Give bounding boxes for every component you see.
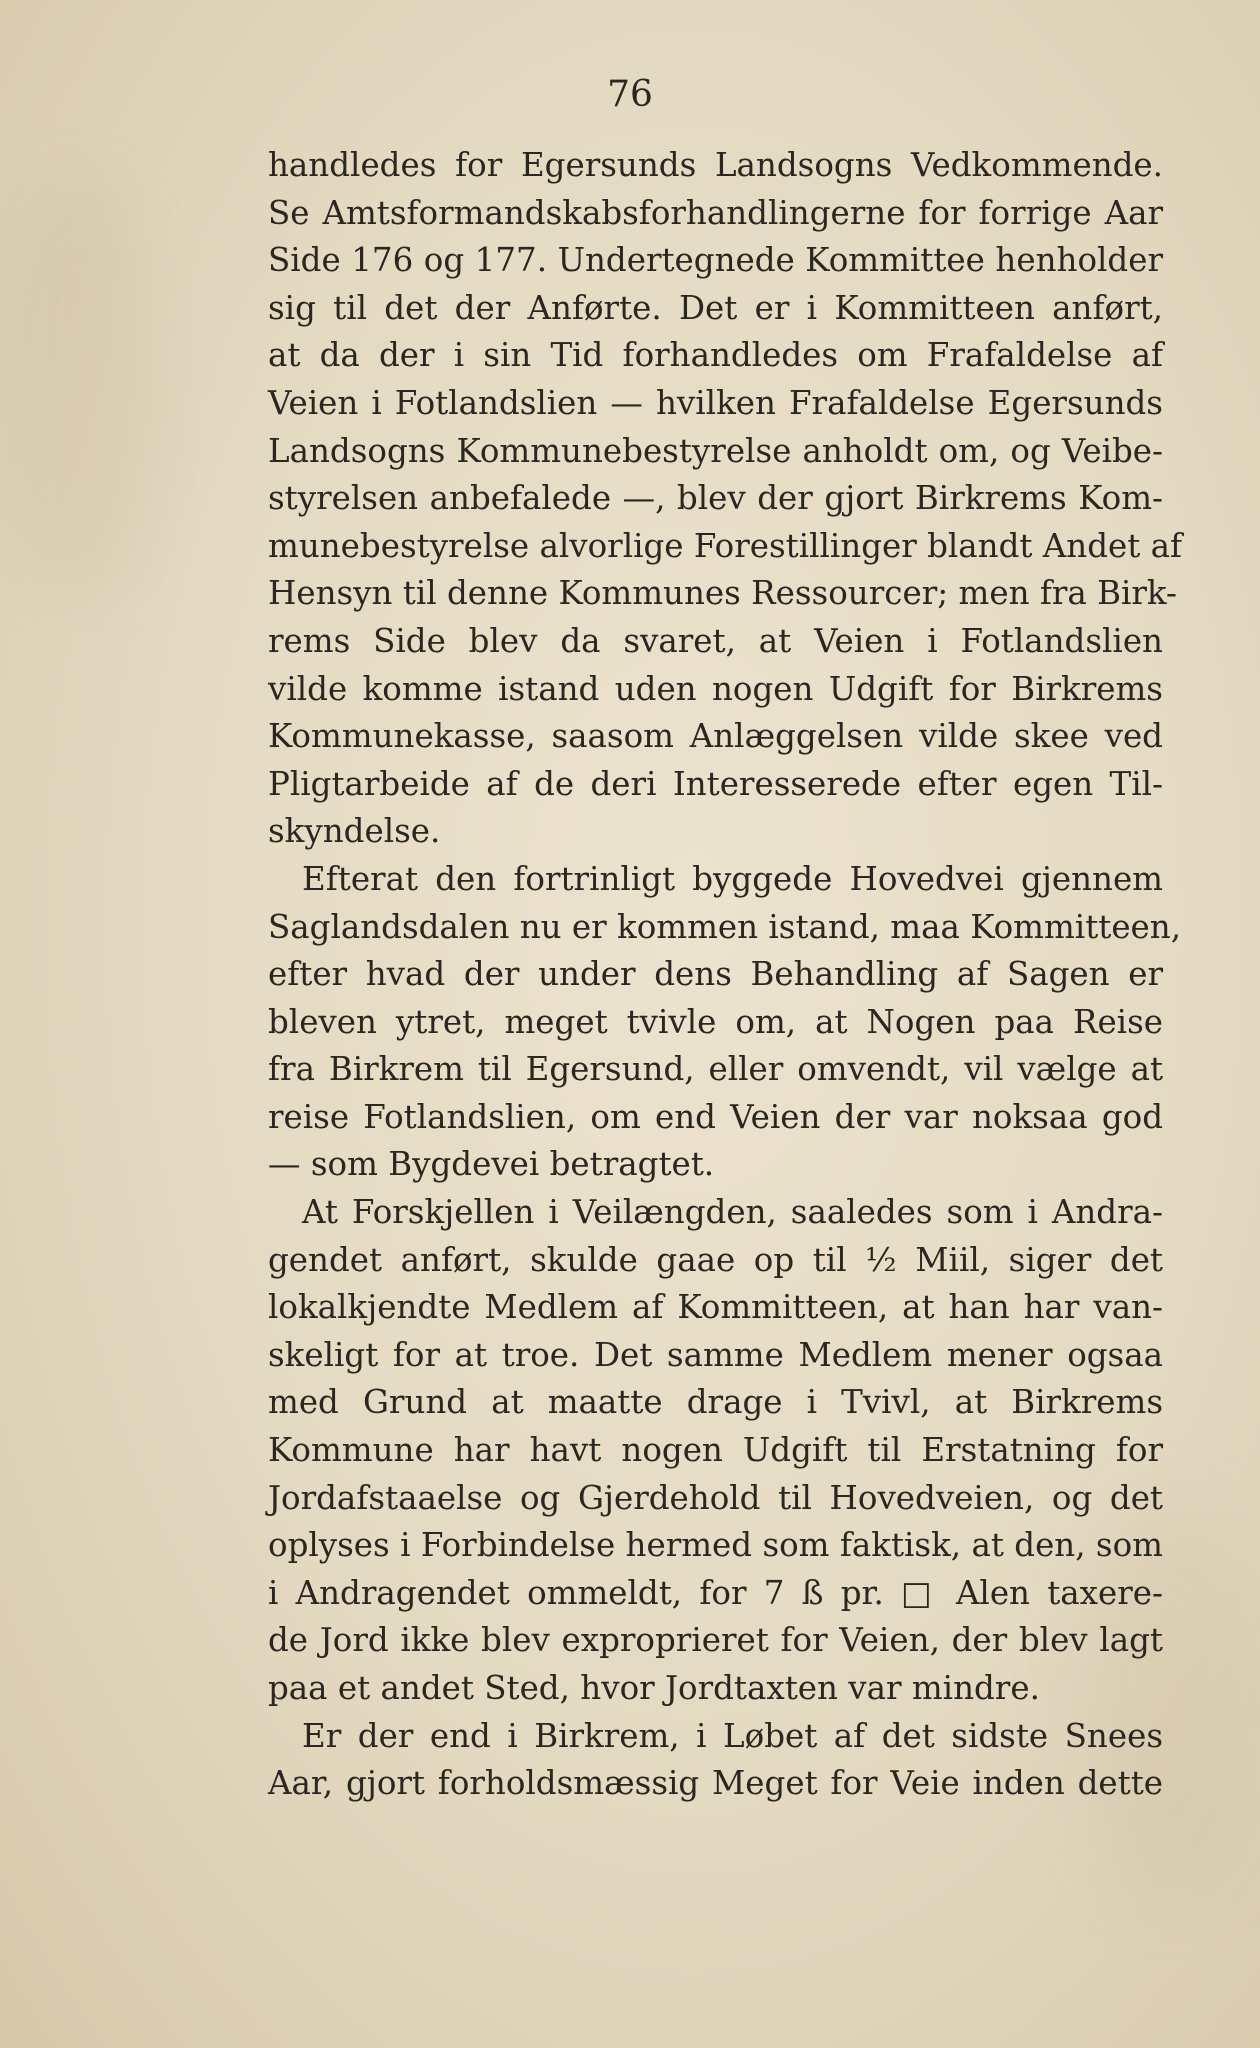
text-line: efter hvad der under dens Behandling af Sagen er bbox=[268, 955, 1163, 994]
text-line: skyndelse. bbox=[268, 812, 441, 851]
text-line: Er der end i Birkrem, i Løbet af det sidste Snees bbox=[302, 1716, 1163, 1755]
paragraph bbox=[268, 142, 1183, 856]
paragraph bbox=[268, 1189, 1163, 1713]
text-line: sig til det der Anførte. Det er i Kommitteen anført, bbox=[268, 288, 1163, 327]
text-line: med Grund at maatte drage i Tvivl, at Birkrems bbox=[268, 1383, 1163, 1422]
body-text bbox=[268, 142, 1183, 1808]
text-line: skeligt for at troe. Det samme Medlem mener ogsaa bbox=[268, 1335, 1163, 1374]
text-line: Efterat den fortrinligt byggede Hovedvei gjennem bbox=[302, 859, 1163, 898]
text-line: gendet anført, skulde gaae op til ½ Miil, siger det bbox=[268, 1240, 1163, 1279]
text-line: oplyses i Forbindelse hermed som faktisk, at den, som bbox=[268, 1526, 1163, 1565]
text-line: Aar, gjort forholdsmæssig Meget for Veie inden dette bbox=[268, 1764, 1163, 1803]
text-line: at da der i sin Tid forhandledes om Frafaldelse af bbox=[268, 336, 1163, 375]
text-line: i Andragendet ommeldt, for 7 ß pr. □ Alen taxere- bbox=[268, 1573, 1163, 1612]
paragraph bbox=[268, 856, 1182, 1189]
text-line: — som Bygdevei betragtet. bbox=[268, 1145, 715, 1184]
text-line: Se Amtsformandskabsforhandlingerne for forrige Aar bbox=[268, 193, 1163, 232]
text-line: lokalkjendte Medlem af Kommitteen, at han har van- bbox=[268, 1288, 1163, 1327]
page-number: 76 bbox=[607, 74, 653, 115]
text-line: Jordafstaaelse og Gjerdehold til Hovedveien, og det bbox=[268, 1478, 1163, 1517]
text-line: Veien i Fotlandslien — hvilken Frafaldelse Egersunds bbox=[268, 383, 1163, 422]
text-line: Pligtarbeide af de deri Interesserede efter egen Til- bbox=[268, 764, 1163, 803]
text-line: bleven ytret, meget tvivle om, at Nogen paa Reise bbox=[268, 1002, 1163, 1041]
text-line: handledes for Egersunds Landsogns Vedkommende. bbox=[268, 146, 1163, 184]
text-line: reise Fotlandslien, om end Veien der var noksaa god bbox=[268, 1097, 1163, 1136]
text-line: Hensyn til denne Kommunes Ressourcer; men fra Birk- bbox=[268, 574, 1178, 613]
paragraph bbox=[268, 1713, 1163, 1808]
text-line: Kommunekasse, saasom Anlæggelsen vilde skee ved bbox=[268, 717, 1163, 756]
text-line: rems Side blev da svaret, at Veien i Fotlandslien bbox=[268, 621, 1163, 660]
text-line: At Forskjellen i Veilængden, saaledes som i Andra- bbox=[302, 1193, 1163, 1232]
paper-stain bbox=[0, 180, 160, 600]
text-line: Saglandsdalen nu er kommen istand, maa Kommitteen, bbox=[268, 907, 1182, 946]
text-line: munebestyrelse alvorlige Forestillinger blandt Andet af bbox=[268, 526, 1183, 565]
text-line: paa et andet Sted, hvor Jordtaxten var mindre. bbox=[268, 1669, 1040, 1707]
text-line: vilde komme istand uden nogen Udgift for Birkrems bbox=[268, 669, 1163, 708]
text-line: Kommune har havt nogen Udgift til Erstatning for bbox=[268, 1431, 1163, 1470]
text-line: Side 176 og 177. Undertegnede Kommittee henholder bbox=[268, 241, 1163, 280]
text-line: styrelsen anbefalede —, blev der gjort Birkrems Kom- bbox=[268, 479, 1163, 518]
text-line: fra Birkrem til Egersund, eller omvendt, vil vælge at bbox=[268, 1050, 1163, 1089]
text-line: Landsogns Kommunebestyrelse anholdt om, og Veibe- bbox=[268, 431, 1163, 470]
text-line: de Jord ikke blev exproprieret for Veien, der blev lagt bbox=[268, 1621, 1163, 1660]
